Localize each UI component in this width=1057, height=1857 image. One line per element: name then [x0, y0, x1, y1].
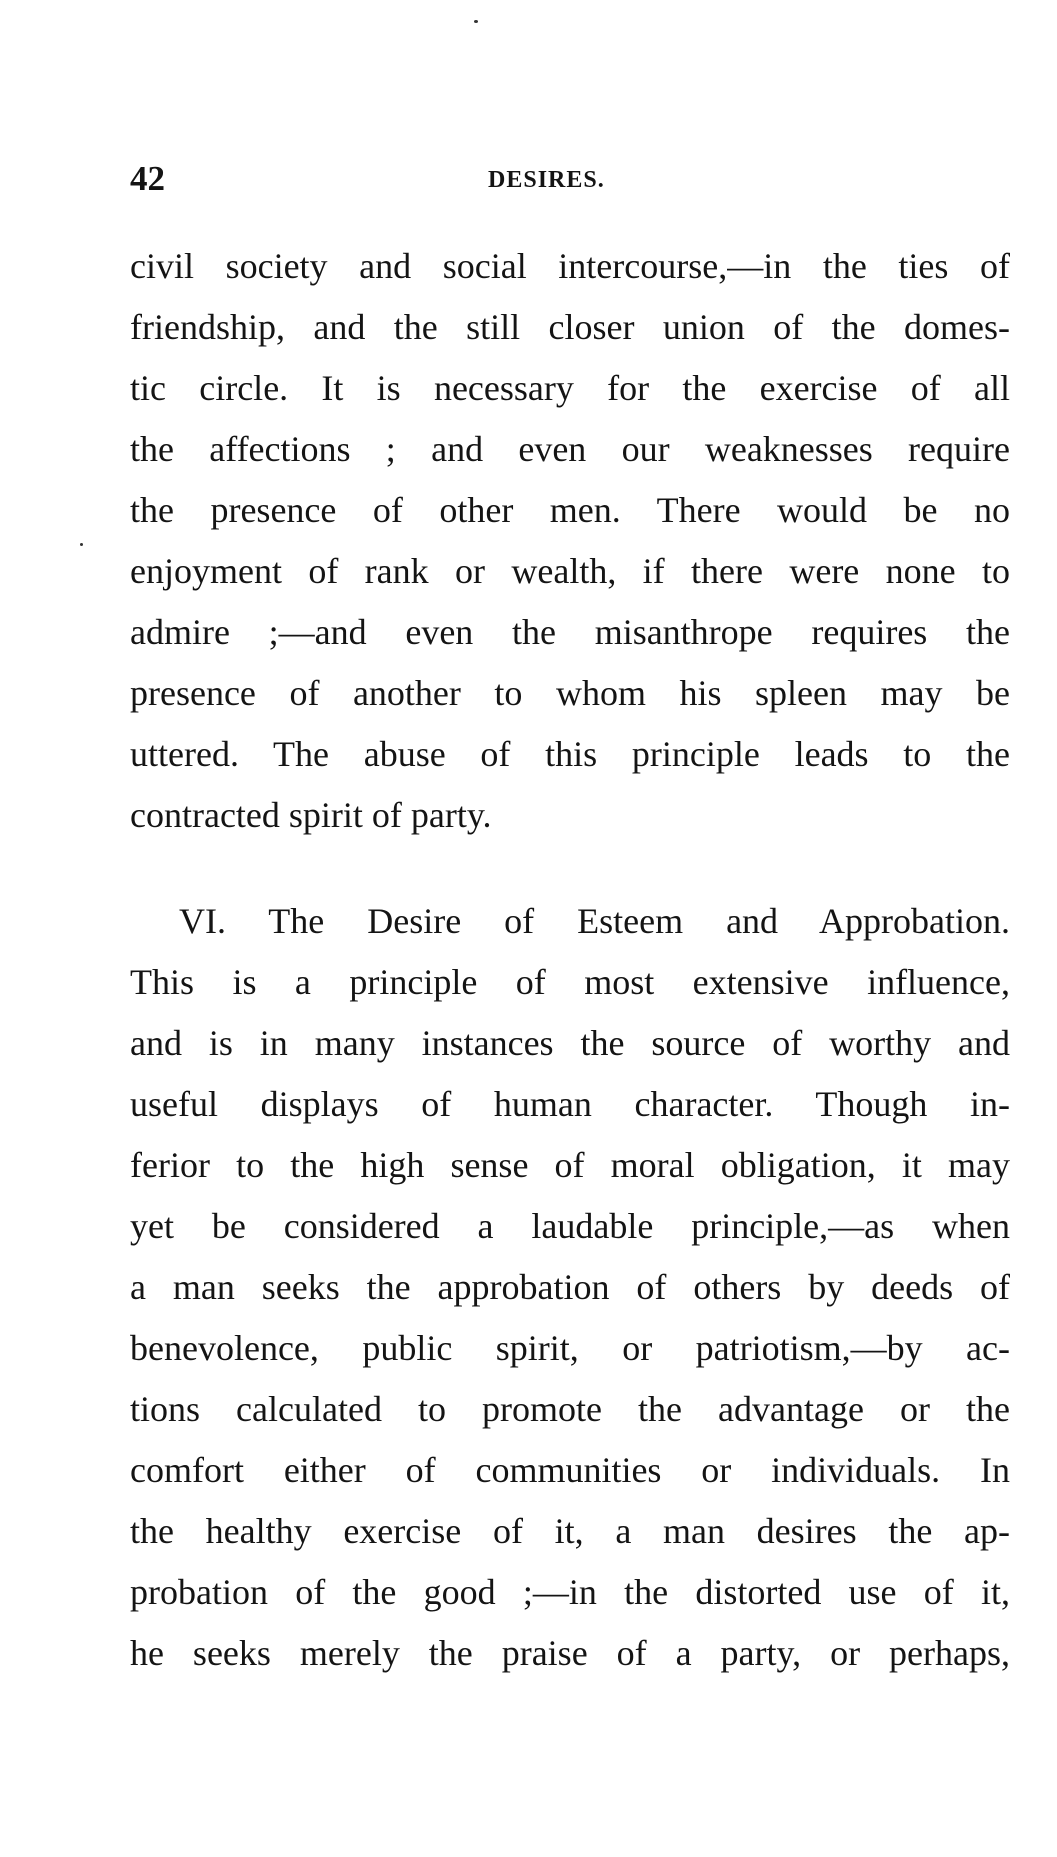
text-line: benevolence, public spirit, or patriotism,—by ac- [130, 1328, 1010, 1368]
print-speck [474, 20, 478, 23]
text-line: admire ;—and even the misanthrope requires the [130, 612, 1010, 652]
text-line: the presence of other men. There would be no [130, 490, 1010, 530]
paragraph [130, 236, 1010, 846]
print-speck [80, 543, 83, 546]
text-line: yet be considered a laudable principle,—as when [130, 1206, 1010, 1246]
text-line: the healthy exercise of it, a man desires the ap- [130, 1511, 1010, 1551]
section-heading-line: VI. The Desire of Esteem and Approbation. [179, 901, 1010, 941]
text-line: and is in many instances the source of worthy and [130, 1023, 1010, 1063]
text-line: a man seeks the approbation of others by deeds of [130, 1267, 1010, 1307]
page-number: 42 [130, 159, 165, 198]
text-line: tions calculated to promote the advantage or the [130, 1389, 1010, 1429]
text-line: comfort either of communities or individuals. In [130, 1450, 1010, 1490]
text-line: probation of the good ;—in the distorted use of it, [130, 1572, 1010, 1612]
text-line: useful displays of human character. Though in- [130, 1084, 1010, 1124]
text-line: the affections ; and even our weaknesses require [130, 429, 1010, 469]
text-line: This is a principle of most extensive influence, [130, 962, 1010, 1002]
text-line: ferior to the high sense of moral obligation, it may [130, 1145, 1010, 1185]
page-header [130, 154, 1010, 204]
text-line: enjoyment of rank or wealth, if there were none to [130, 551, 1010, 591]
text-line: contracted spirit of party. [130, 795, 492, 835]
text-line: friendship, and the still closer union of the domes- [130, 307, 1010, 347]
paragraph [130, 891, 1010, 1684]
text-line: presence of another to whom his spleen may be [130, 673, 1010, 713]
text-line: he seeks merely the praise of a party, or perhaps, [130, 1633, 1010, 1673]
running-head: DESIRES. [488, 167, 605, 193]
text-line: civil society and social intercourse,—in the ties of [130, 246, 1010, 286]
text-line: uttered. The abuse of this principle leads to the [130, 734, 1010, 774]
text-line: tic circle. It is necessary for the exercise of all [130, 368, 1010, 408]
